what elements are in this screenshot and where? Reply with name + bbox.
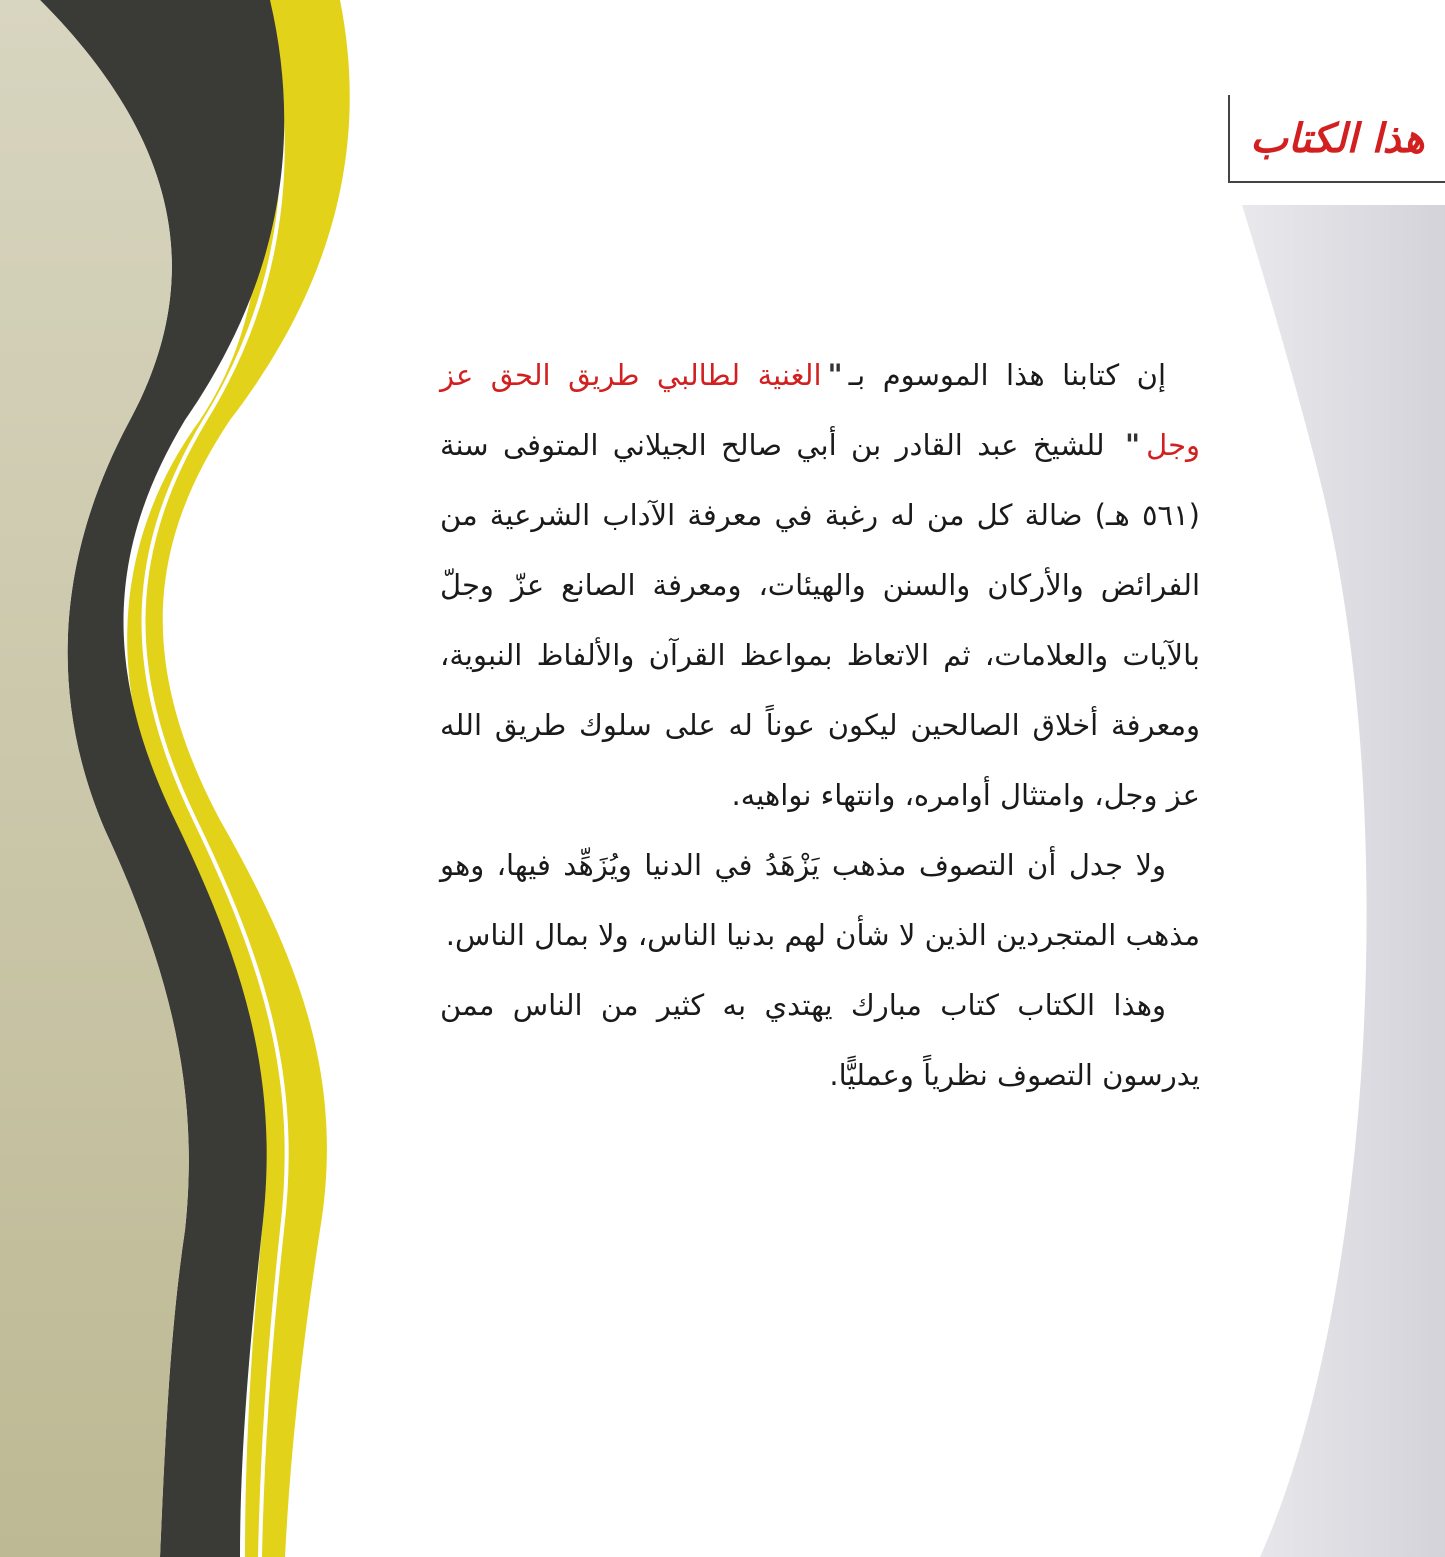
book-title: الغنية لطالبي طريق الحق عز وجل: [440, 358, 1201, 462]
right-grey-panel: [1242, 205, 1445, 1557]
paragraph-1-body: للشيخ عبد القادر بن أبي صالح الجيلاني المتوفى سنة (٥٦١ هـ) ضالة كل من له رغبة في معرفة الآداب الشرعية من الفرائض والأركان والسنن والهيئات، ومعرفة الصانع عزّ وجلّ بالآيات والعلامات، ثم الاتعاظ بمواعظ القرآن والألفاظ النبوية، ومعرفة أخلاق الصالحين ليكون عوناً له على سلوك طريق الله عز وجل، وامتثال أوامره، وانتهاء نواهيه.: [440, 428, 1200, 812]
paragraph-1-intro: إن كتابنا هذا الموسوم بـ: [848, 358, 1166, 392]
paragraph-1: [440, 340, 1200, 830]
section-title: هذا الكتاب: [1250, 114, 1425, 162]
paragraph-2: ولا جدل أن التصوف مذهب يَزْهَدُ في الدنيا ويُزَهِّد فيها، وهو مذهب المتجردين الذين لا شأن لهم بدنيا الناس، ولا بمال الناس.: [440, 848, 1200, 952]
body-text: [440, 340, 1200, 1110]
open-quote: ": [827, 358, 843, 392]
paragraph-3: وهذا الكتاب كتاب مبارك يهتدي به كثير من الناس ممن يدرسون التصوف نظرياً وعمليًّا.: [440, 988, 1200, 1092]
section-title-box: [1228, 95, 1445, 183]
close-quote: ": [1125, 428, 1141, 462]
